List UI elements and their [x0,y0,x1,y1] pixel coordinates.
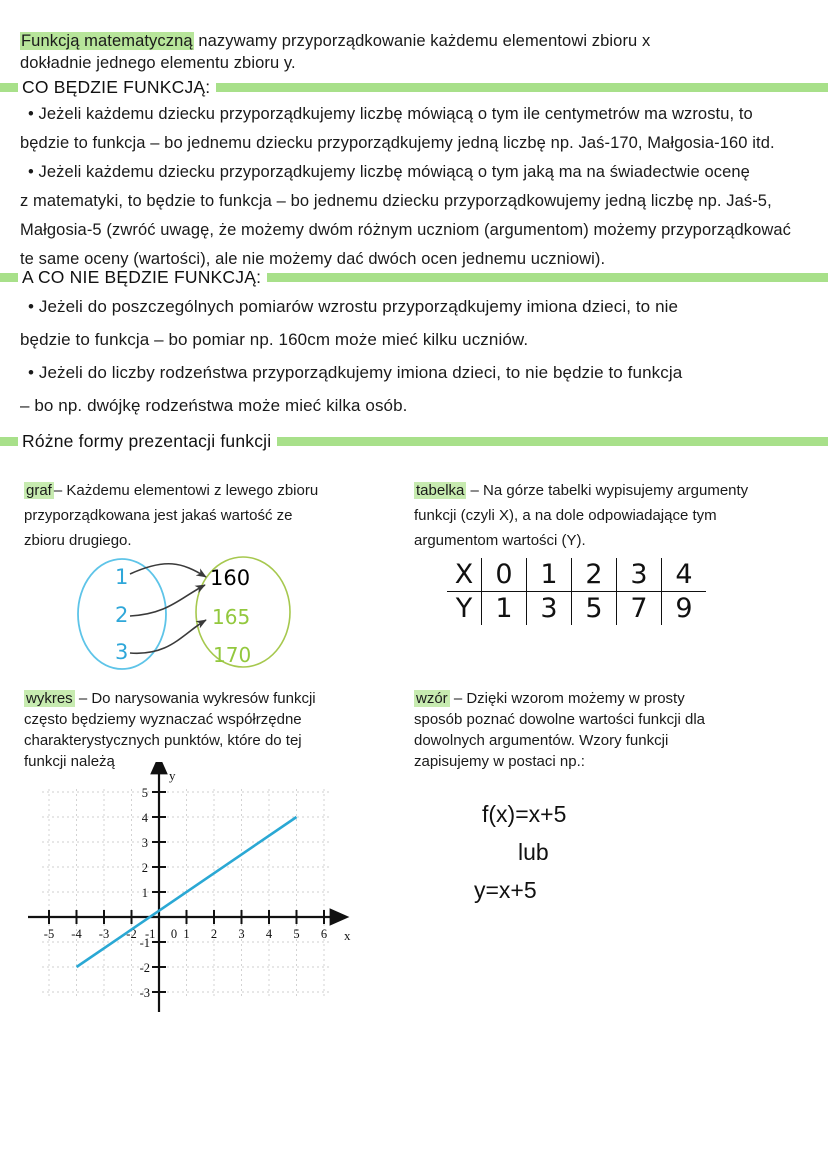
svg-text:-4: -4 [71,927,82,941]
graf-description [24,478,384,553]
will-be-function-block [20,100,815,274]
graf-diagram [60,552,310,682]
will-be-p2-line3: Małgosia-5 (zwróć uwagę, że możemy dwóm różnym uczniom (argumentom) możemy przyporządkować [20,221,791,239]
svg-text:5: 5 [293,927,300,941]
svg-text:-2: -2 [139,961,150,975]
wzor-description [414,688,814,772]
svg-text:4: 4 [141,811,148,825]
section-title: CO BĘDZIE FUNKCJĄ: [22,76,211,97]
svg-text:2: 2 [210,927,218,941]
table-row-x [447,558,706,592]
svg-text:2: 2 [141,861,148,875]
table-row-y-label: Y [455,593,473,624]
tabelka-line-1: – Na górze tabelki wypisujemy argumenty [470,482,749,499]
graf-line-3: zbioru drugiego. [24,532,132,549]
wzor-line-4: zapisujemy w postaci np.: [414,753,585,770]
function-values-table [447,558,706,625]
will-not-be-p1-line1: • Jeżeli do poszczególnych pomiarów wzrostu przyporządkujemy imiona dzieci, to nie [28,297,679,316]
chart-svg [14,762,354,1017]
graf-svg [60,552,310,677]
graf-arrow-3-to-165 [130,620,206,653]
formula-y: y=x+5 [474,877,537,903]
green-bar-right [216,83,828,92]
coordinate-chart [14,762,354,1022]
table-cell-y-2: 5 [572,592,617,626]
table-cell-y-0: 1 [482,592,527,626]
svg-text:1: 1 [183,927,190,941]
section-title: A CO NIE BĘDZIE FUNKCJĄ: [22,266,262,287]
svg-text:-1: -1 [139,936,150,950]
graf-line-2: przyporządkowana jest jakaś wartość ze [24,507,293,524]
svg-text:-3: -3 [98,927,110,941]
tabelka-description [414,478,814,553]
wzor-line-1: – Dzięki wzorom możemy w prosty [453,690,685,707]
chart-x-tick-labels [44,927,327,941]
wykres-line-3: charakterystycznych punktów, które do tej [24,732,302,749]
will-be-p2-line1: • Jeżeli każdemu dziecku przyporządkujemy liczbę mówiącą o tym jaką ma na świadectwie ocenę [28,163,750,181]
wzor-formulas [470,795,566,909]
will-be-p1-line1: • Jeżeli każdemu dziecku przyporządkujemy liczbę mówiącą o tym ile centymetrów ma wzrostu, to [28,105,753,123]
section-header-co-nie-bedzie [0,266,828,288]
wzor-line-3: dowolnych argumentów. Wzory funkcji [414,732,669,749]
graf-keyword: graf [26,482,52,499]
section-header-rozne-formy [0,430,828,452]
table-cell-y-4: 9 [662,592,707,626]
graf-right-item-165: 165 [212,605,251,629]
will-not-be-p2-line2: – bo np. dwójkę rodzeństwa może mieć kilka osób. [20,396,408,415]
table-cell-x-4: 4 [662,558,707,592]
will-be-p1-line2: będzie to funkcja – bo jednemu dziecku przyporządkujemy jedną liczbę np. Jaś-170, Małgosia-160 itd. [20,134,775,152]
graf-right-item-160: 160 [210,566,251,590]
tabelka-keyword: tabelka [416,482,465,499]
will-not-be-p1-line2: będzie to funkcja – bo pomiar np. 160cm może mieć kilku uczniów. [20,330,529,349]
intro-line-1-rest: nazywamy przyporządkowanie każdemu elementowi zbioru x [193,32,651,50]
chart-y-tick-labels [140,786,150,1000]
intro-paragraph [20,30,810,74]
formula-fx: f(x)=x+5 [482,801,567,827]
graf-left-item-2: 2 [115,603,129,627]
section-header-co-bedzie [0,76,828,98]
svg-text:3: 3 [238,927,245,941]
svg-text:4: 4 [265,927,273,941]
svg-text:0: 0 [170,927,178,941]
table-row-x-label: X [447,558,482,592]
green-bar-left [0,273,18,282]
will-not-be-p2-line1: • Jeżeli do liczby rodzeństwa przyporządkujemy imiona dzieci, to nie będzie to funkcja [28,363,683,382]
chart-gridlines [42,789,332,999]
svg-text:-2: -2 [126,927,137,941]
graf-right-item-170: 170 [213,643,252,667]
wzor-keyword: wzór [416,690,448,707]
green-bar-left [0,437,18,446]
table-cell-x-0: 0 [482,558,527,592]
tabelka-table [447,558,706,625]
svg-text:3: 3 [141,836,148,850]
graf-left-item-3: 3 [115,640,129,664]
table-cell-x-2: 2 [572,558,617,592]
wykres-line-1: – Do narysowania wykresów funkcji [78,690,316,707]
wykres-keyword: wykres [26,690,73,707]
svg-text:1: 1 [141,886,148,900]
chart-xlabel: x [344,928,351,943]
table-cell-x-1: 1 [527,558,572,592]
wykres-line-4: funkcji należą [24,753,115,770]
will-not-be-function-block [20,290,815,422]
tabelka-line-3: argumentom wartości (Y). [414,532,586,549]
svg-text:-1: -1 [145,927,156,941]
graf-arrow-1-to-160 [130,564,206,577]
graf-left-item-1: 1 [115,565,129,589]
green-bar-right [277,437,828,446]
svg-text:6: 6 [320,927,328,941]
wykres-description [24,688,384,772]
will-be-p2-line4: te same oceny (wartości), ale nie możemy dać dwóch ocen jednemu uczniowi). [20,250,606,268]
tabelka-line-2: funkcji (czyli X), a na dole odpowiadające tym [414,507,717,524]
green-bar-left [0,83,18,92]
formula-or-label: lub [518,839,549,865]
intro-line-2: dokładnie jednego elementu zbioru y. [20,54,296,72]
table-cell-y-1: 3 [527,592,572,626]
table-row-y [447,592,706,626]
table-cell-y-3: 7 [617,592,662,626]
svg-text:-5: -5 [43,927,55,941]
wzor-line-2: sposób poznać dowolne wartości funkcji dla [414,711,705,728]
graf-arrow-2-to-160 [130,585,205,616]
definition-highlight: Funkcją matematyczną [21,32,193,50]
table-cell-x-3: 3 [617,558,662,592]
wykres-line-2: często będziemy wyznaczać współrzędne [24,711,302,728]
chart-ylabel: y [169,768,176,783]
svg-text:5: 5 [141,786,148,800]
section-title: Różne formy prezentacji funkcji [22,430,272,451]
graf-line-1: – Każdemu elementowi z lewego zbioru [53,482,319,499]
will-be-p2-line2: z matematyki, to będzie to funkcja – bo jednemu dziecku przyporządkowujemy jedną liczbę np. Jaś-5, [20,192,772,210]
svg-text:-3: -3 [139,986,150,1000]
green-bar-right [267,273,828,282]
